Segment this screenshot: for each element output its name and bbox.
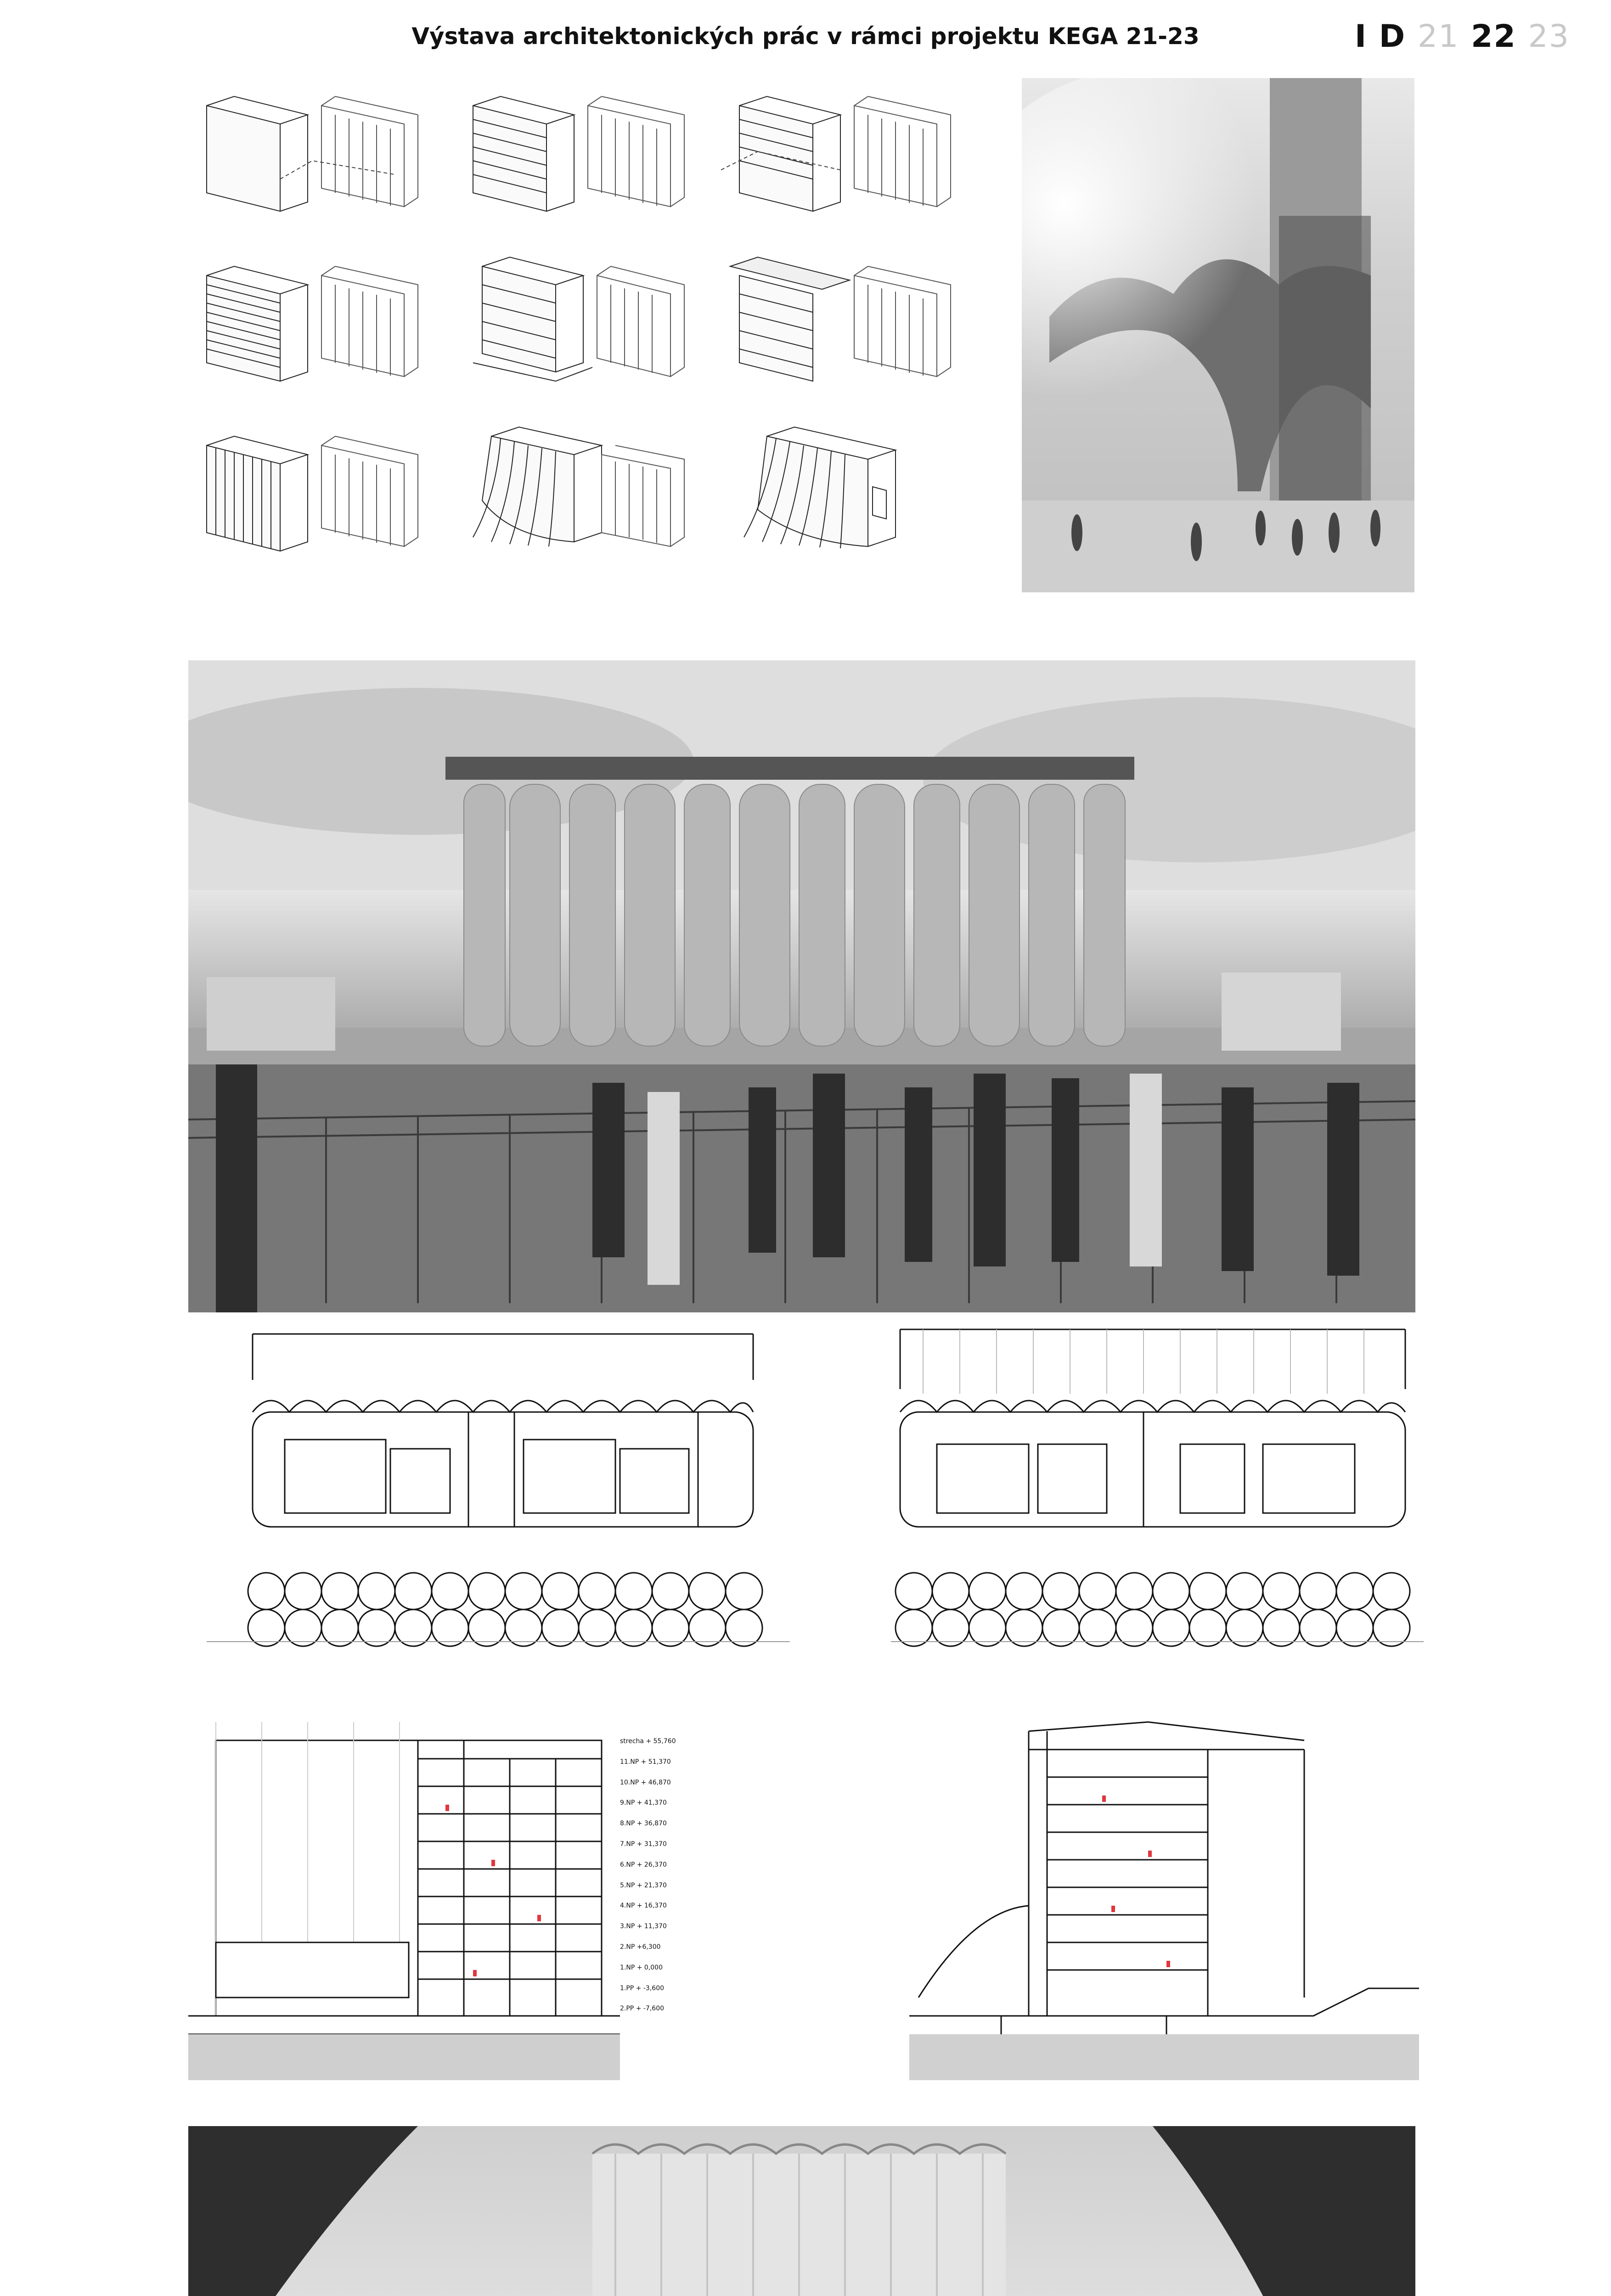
tag-prefix: I D	[1354, 18, 1406, 55]
level-label: 11.NP + 51,370	[620, 1758, 671, 1766]
floor-plan-right	[886, 1320, 1428, 1669]
massing-diagram-3	[721, 96, 951, 211]
massing-diagram-6	[730, 257, 951, 381]
level-label: 1.NP + 0,000	[620, 1964, 663, 1971]
massing-diagram-2	[473, 96, 684, 211]
level-label: 4.NP + 16,370	[620, 1902, 667, 1910]
rendering-palm-garden	[188, 2126, 1415, 2296]
massing-diagram-8	[473, 427, 684, 546]
level-label: 3.NP + 11,370	[620, 1923, 667, 1930]
massing-diagram-7	[207, 436, 418, 551]
level-label: 5.NP + 21,370	[620, 1881, 667, 1889]
rendering-silo-viewpoint	[188, 660, 1415, 1312]
level-label: 9.NP + 41,370	[620, 1799, 667, 1807]
level-label: 8.NP + 36,870	[620, 1820, 667, 1828]
level-label: 1.PP + -3,600	[620, 1984, 665, 1992]
massing-diagram-1	[207, 96, 418, 211]
level-label: 6.NP + 26,370	[620, 1861, 667, 1868]
level-label: 2.NP +6,300	[620, 1943, 661, 1951]
massing-diagrams	[188, 78, 997, 592]
tag-year-22: 22	[1471, 18, 1516, 55]
floor-plan-left	[193, 1320, 799, 1669]
rendering-canopy-photo	[1022, 78, 1414, 592]
level-label: 10.NP + 46,870	[620, 1778, 671, 1786]
tag-year-21: 21	[1417, 18, 1459, 55]
section-cross	[909, 1713, 1419, 2080]
poster-title: Výstava architektonických prác v rámci projektu KEGA 21-23	[411, 23, 1200, 50]
tag-year-23: 23	[1528, 18, 1570, 55]
level-label: 2.PP + -7,600	[620, 2005, 665, 2013]
exhibition-tag	[1355, 18, 1570, 55]
level-label: strecha + 55,760	[620, 1738, 676, 1745]
massing-diagram-4	[207, 266, 418, 381]
massing-diagram-9	[744, 427, 896, 548]
massing-diagram-5	[473, 257, 684, 381]
section-level-labels	[620, 1731, 813, 2019]
level-label: 7.NP + 31,370	[620, 1840, 667, 1848]
